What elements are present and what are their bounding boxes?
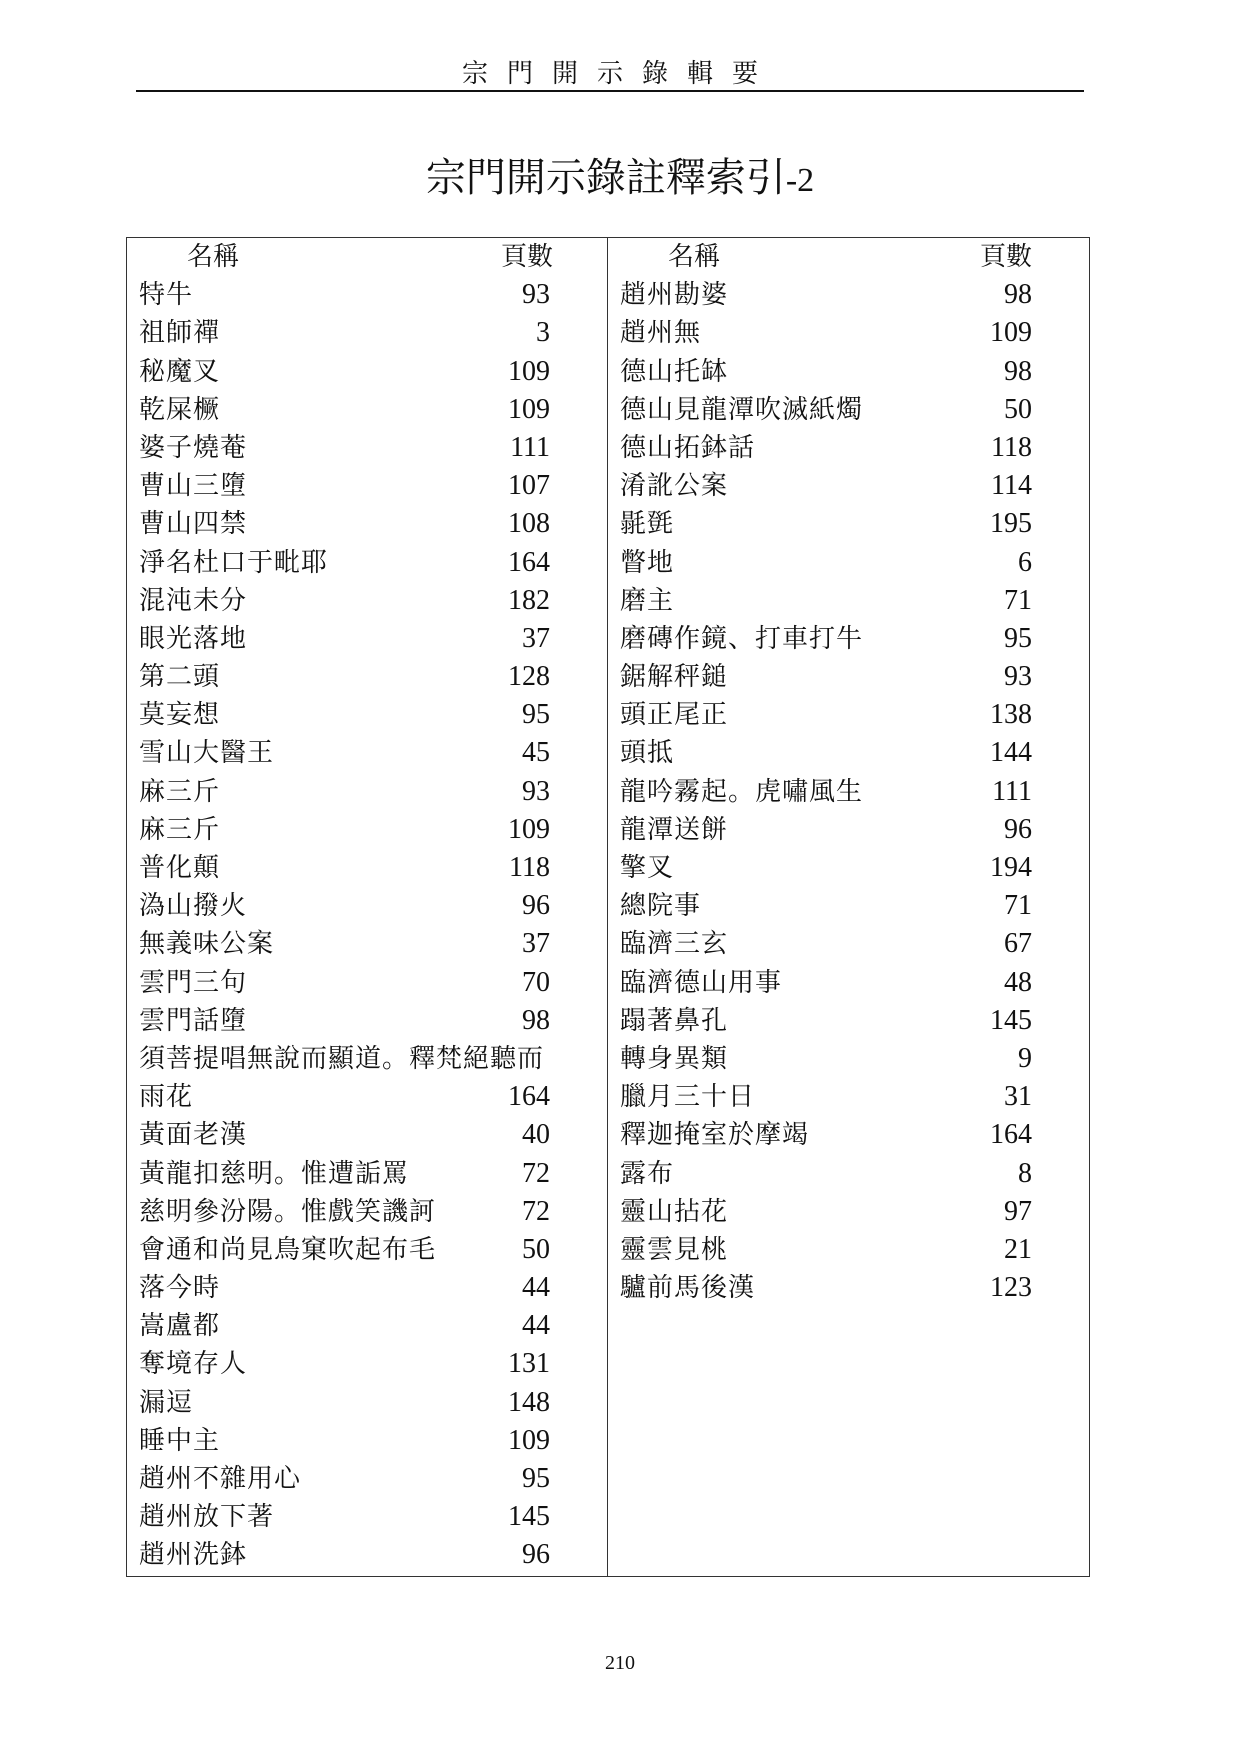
entry-page-number: 40: [522, 1119, 550, 1151]
column-header-right: [608, 238, 1088, 276]
index-entry: [127, 467, 607, 505]
index-entry: [127, 314, 607, 352]
entry-page-number: 93: [522, 775, 550, 807]
page-title: [0, 152, 1240, 207]
entry-name: 婆子燒菴: [139, 432, 248, 463]
entry-page-number: 111: [510, 431, 550, 463]
index-entry: [127, 964, 607, 1002]
index-entry: [127, 1498, 607, 1536]
column-header-name: 名稱: [187, 242, 240, 272]
index-entry: [127, 1040, 607, 1078]
index-entry: [127, 1002, 607, 1040]
index-entry: [608, 276, 1088, 314]
index-entry: [127, 620, 607, 658]
index-entry: [608, 505, 1088, 543]
index-entry: [608, 582, 1088, 620]
entry-page-number: 71: [1004, 890, 1032, 922]
entry-name: 嵩盧都: [139, 1311, 221, 1342]
entry-page-number: 98: [522, 1004, 550, 1036]
index-entry: [608, 429, 1088, 467]
entry-page-number: 3: [536, 317, 550, 349]
entry-page-number: 164: [990, 1119, 1032, 1151]
index-entry: [127, 353, 607, 391]
entry-page-number: 50: [1004, 393, 1032, 425]
index-entry: [608, 620, 1088, 658]
entry-page-number: 118: [509, 852, 550, 883]
index-entry: [127, 1460, 607, 1498]
entry-name: 毾㲪: [620, 509, 675, 540]
index-entry: [127, 734, 607, 772]
index-entry: [127, 429, 607, 467]
entry-name: 黃面老漢: [139, 1120, 248, 1151]
index-entry: [608, 467, 1088, 505]
index-entry: [127, 544, 607, 582]
index-entry: [127, 505, 607, 543]
entry-name: 磨磚作鏡、打車打牛: [620, 623, 864, 654]
entry-page-number: 194: [990, 852, 1032, 883]
entry-page-number: 72: [522, 1157, 550, 1189]
entry-name: 臨濟德山用事: [620, 967, 783, 998]
index-entry: [127, 1307, 607, 1345]
header-rule: [136, 90, 1084, 92]
entry-page-number: 109: [508, 355, 550, 387]
entry-name: 麻三斤: [139, 776, 221, 807]
entry-name: 靈雲見桃: [620, 1234, 729, 1265]
entry-name: 無義味公案: [139, 929, 275, 960]
entry-page-number: 123: [990, 1272, 1032, 1304]
entry-page-number: 107: [508, 470, 550, 502]
entry-name: 莫妄想: [139, 700, 221, 731]
entry-name: 須菩提唱無說而顯道。釋梵絕聽而: [139, 1043, 545, 1074]
entry-name: 德山見龍潭吹滅紙燭: [620, 394, 864, 425]
entry-name: 雨花: [139, 1082, 194, 1113]
index-entry: [127, 1231, 607, 1269]
index-entry: [127, 658, 607, 696]
index-table: [126, 237, 1090, 1577]
entry-page-number: 37: [522, 928, 550, 960]
entry-name: 特牛: [139, 280, 194, 311]
entry-page-number: 37: [522, 622, 550, 654]
entry-page-number: 131: [508, 1348, 550, 1380]
index-entry: [127, 1116, 607, 1154]
entry-name: 混沌未分: [139, 585, 248, 616]
index-entry: [608, 734, 1088, 772]
entry-name: 趙州洗鉢: [139, 1540, 248, 1571]
entry-page-number: 44: [522, 1310, 550, 1342]
index-entry: [127, 276, 607, 314]
entry-name: 總院事: [620, 891, 702, 922]
entry-page-number: 45: [522, 737, 550, 769]
index-entry: [127, 696, 607, 734]
entry-page-number: 31: [1004, 1081, 1032, 1113]
index-list-left: [127, 276, 607, 1574]
entry-name: 擎叉: [620, 853, 675, 883]
entry-page-number: 109: [508, 1424, 550, 1456]
entry-page-number: 44: [522, 1272, 550, 1304]
index-entry: [608, 353, 1088, 391]
entry-name: 睡中主: [139, 1425, 221, 1456]
entry-page-number: 144: [990, 737, 1032, 769]
entry-name: 雲門話墮: [139, 1005, 248, 1036]
entry-page-number: 118: [991, 431, 1032, 463]
index-entry: [608, 544, 1088, 582]
entry-name: 乾屎橛: [139, 394, 221, 425]
column-header-page: 頁數: [979, 242, 1032, 272]
entry-page-number: 138: [990, 699, 1032, 731]
page-title-suffix: -2: [785, 162, 815, 199]
entry-name: 祖師禪: [139, 318, 221, 349]
entry-page-number: 96: [522, 890, 550, 922]
entry-page-number: 6: [1018, 546, 1032, 578]
index-entry: [127, 582, 607, 620]
entry-name: 慈明參汾陽。惟戲笑譏訶: [139, 1196, 437, 1227]
entry-name: 龍吟霧起。虎嘯風生: [620, 776, 864, 807]
entry-name: 秘魔叉: [139, 356, 221, 387]
entry-name: 淆訛公案: [620, 471, 729, 502]
entry-name: 趙州放下著: [139, 1502, 275, 1533]
entry-name: 溈山撥火: [139, 891, 248, 922]
entry-page-number: 97: [1004, 1195, 1032, 1227]
entry-name: 德山拓鉢話: [620, 432, 756, 463]
index-entry: [127, 1193, 607, 1231]
index-entry: [608, 696, 1088, 734]
entry-name: 頭抵: [620, 738, 675, 769]
entry-page-number: 71: [1004, 584, 1032, 616]
entry-page-number: 93: [522, 279, 550, 311]
entry-page-number: 164: [508, 546, 550, 578]
entry-name: 趙州無: [620, 318, 702, 349]
entry-page-number: 48: [1004, 966, 1032, 998]
entry-name: 驢前馬後漢: [620, 1273, 756, 1304]
entry-name: 瞥地: [620, 547, 675, 578]
entry-page-number: 95: [1004, 622, 1032, 654]
index-column-right: [608, 238, 1088, 1576]
index-entry: [608, 964, 1088, 1002]
page-title-main: 宗門開示錄註釋索引: [425, 155, 786, 201]
entry-name: 第二頭: [139, 662, 221, 693]
entry-name: 落今時: [139, 1273, 221, 1304]
index-entry: [608, 1155, 1088, 1193]
entry-name: 釋迦掩室於摩竭: [620, 1120, 810, 1151]
index-entry: [127, 811, 607, 849]
entry-name: 普化顛: [139, 853, 221, 883]
index-entry: [608, 658, 1088, 696]
entry-page-number: 182: [508, 584, 550, 616]
entry-name: 頭正尾正: [620, 700, 729, 731]
entry-page-number: 96: [1004, 813, 1032, 845]
entry-page-number: 148: [508, 1386, 550, 1418]
entry-page-number: 109: [990, 317, 1032, 349]
index-entry: [608, 1040, 1088, 1078]
entry-name: 蹋著鼻孔: [620, 1005, 729, 1036]
entry-name: 臨濟三玄: [620, 929, 729, 960]
entry-page-number: 128: [508, 661, 550, 693]
entry-page-number: 98: [1004, 355, 1032, 387]
entry-page-number: 109: [508, 393, 550, 425]
index-entry: [608, 1078, 1088, 1116]
entry-page-number: 111: [992, 775, 1032, 807]
entry-name: 淨名杜口于毗耶: [139, 547, 329, 578]
entry-page-number: 21: [1004, 1233, 1032, 1265]
entry-name: 露布: [620, 1158, 675, 1189]
page-number: 210: [605, 1652, 635, 1674]
entry-name: 黃龍扣慈明。惟遭詬罵: [139, 1158, 410, 1189]
entry-page-number: 93: [1004, 661, 1032, 693]
index-entry: [608, 314, 1088, 352]
entry-page-number: 145: [990, 1004, 1032, 1036]
entry-page-number: 95: [522, 1463, 550, 1494]
entry-name: 臘月三十日: [620, 1082, 756, 1113]
entry-name: 靈山拈花: [620, 1196, 729, 1227]
index-entry: [127, 1078, 607, 1116]
index-entry: [127, 1269, 607, 1307]
index-entry: [127, 1155, 607, 1193]
index-entry: [127, 887, 607, 925]
index-entry: [608, 773, 1088, 811]
index-entry: [127, 773, 607, 811]
index-entry: [127, 849, 607, 887]
entry-name: 鋸解秤鎚: [620, 662, 729, 693]
index-entry: [608, 811, 1088, 849]
index-entry: [608, 1193, 1088, 1231]
entry-page-number: 114: [991, 470, 1032, 502]
column-header-name: 名稱: [668, 242, 721, 272]
column-header-left: [127, 238, 607, 276]
entry-name: 雪山大醫王: [139, 738, 275, 769]
index-entry: [127, 391, 607, 429]
index-entry: [127, 1422, 607, 1460]
index-entry: [608, 1116, 1088, 1154]
index-entry: [608, 1231, 1088, 1269]
index-entry: [608, 1002, 1088, 1040]
index-column-left: [127, 238, 608, 1576]
entry-page-number: 9: [1018, 1042, 1032, 1074]
entry-page-number: 96: [522, 1539, 550, 1571]
entry-page-number: 98: [1004, 279, 1032, 311]
entry-name: 麻三斤: [139, 814, 221, 845]
entry-page-number: 195: [990, 508, 1032, 540]
index-entry: [127, 1536, 607, 1574]
entry-page-number: 72: [522, 1195, 550, 1227]
entry-name: 漏逗: [139, 1387, 194, 1418]
index-list-right: [608, 276, 1088, 1307]
index-entry: [608, 849, 1088, 887]
index-entry: [608, 391, 1088, 429]
entry-page-number: 67: [1004, 928, 1032, 960]
entry-name: 會通和尚見鳥窠吹起布毛: [139, 1234, 437, 1265]
running-header: 宗門開示錄輯要: [461, 59, 777, 89]
index-entry: [608, 1269, 1088, 1307]
entry-name: 龍潭送餅: [620, 814, 729, 845]
index-entry: [127, 1384, 607, 1422]
entry-name: 曹山四禁: [139, 509, 248, 540]
entry-name: 奪境存人: [139, 1349, 248, 1380]
column-header-page: 頁數: [500, 242, 553, 272]
entry-page-number: 109: [508, 813, 550, 845]
entry-name: 趙州勘婆: [620, 280, 729, 311]
entry-page-number: 8: [1018, 1157, 1032, 1189]
entry-name: 眼光落地: [139, 623, 248, 654]
entry-page-number: 164: [508, 1081, 550, 1113]
entry-name: 轉身異類: [620, 1043, 729, 1074]
entry-name: 磨主: [620, 585, 675, 616]
entry-page-number: 108: [508, 508, 550, 540]
entry-page-number: 50: [522, 1233, 550, 1265]
entry-page-number: 95: [522, 699, 550, 731]
entry-page-number: 145: [508, 1501, 550, 1533]
entry-name: 曹山三墮: [139, 471, 248, 502]
index-entry: [608, 887, 1088, 925]
index-entry: [608, 925, 1088, 963]
entry-name: 德山托缽: [620, 356, 729, 387]
index-entry: [127, 1345, 607, 1383]
entry-name: 趙州不雜用心: [139, 1464, 302, 1494]
entry-page-number: 70: [522, 966, 550, 998]
entry-name: 雲門三句: [139, 967, 248, 998]
index-entry: [127, 925, 607, 963]
